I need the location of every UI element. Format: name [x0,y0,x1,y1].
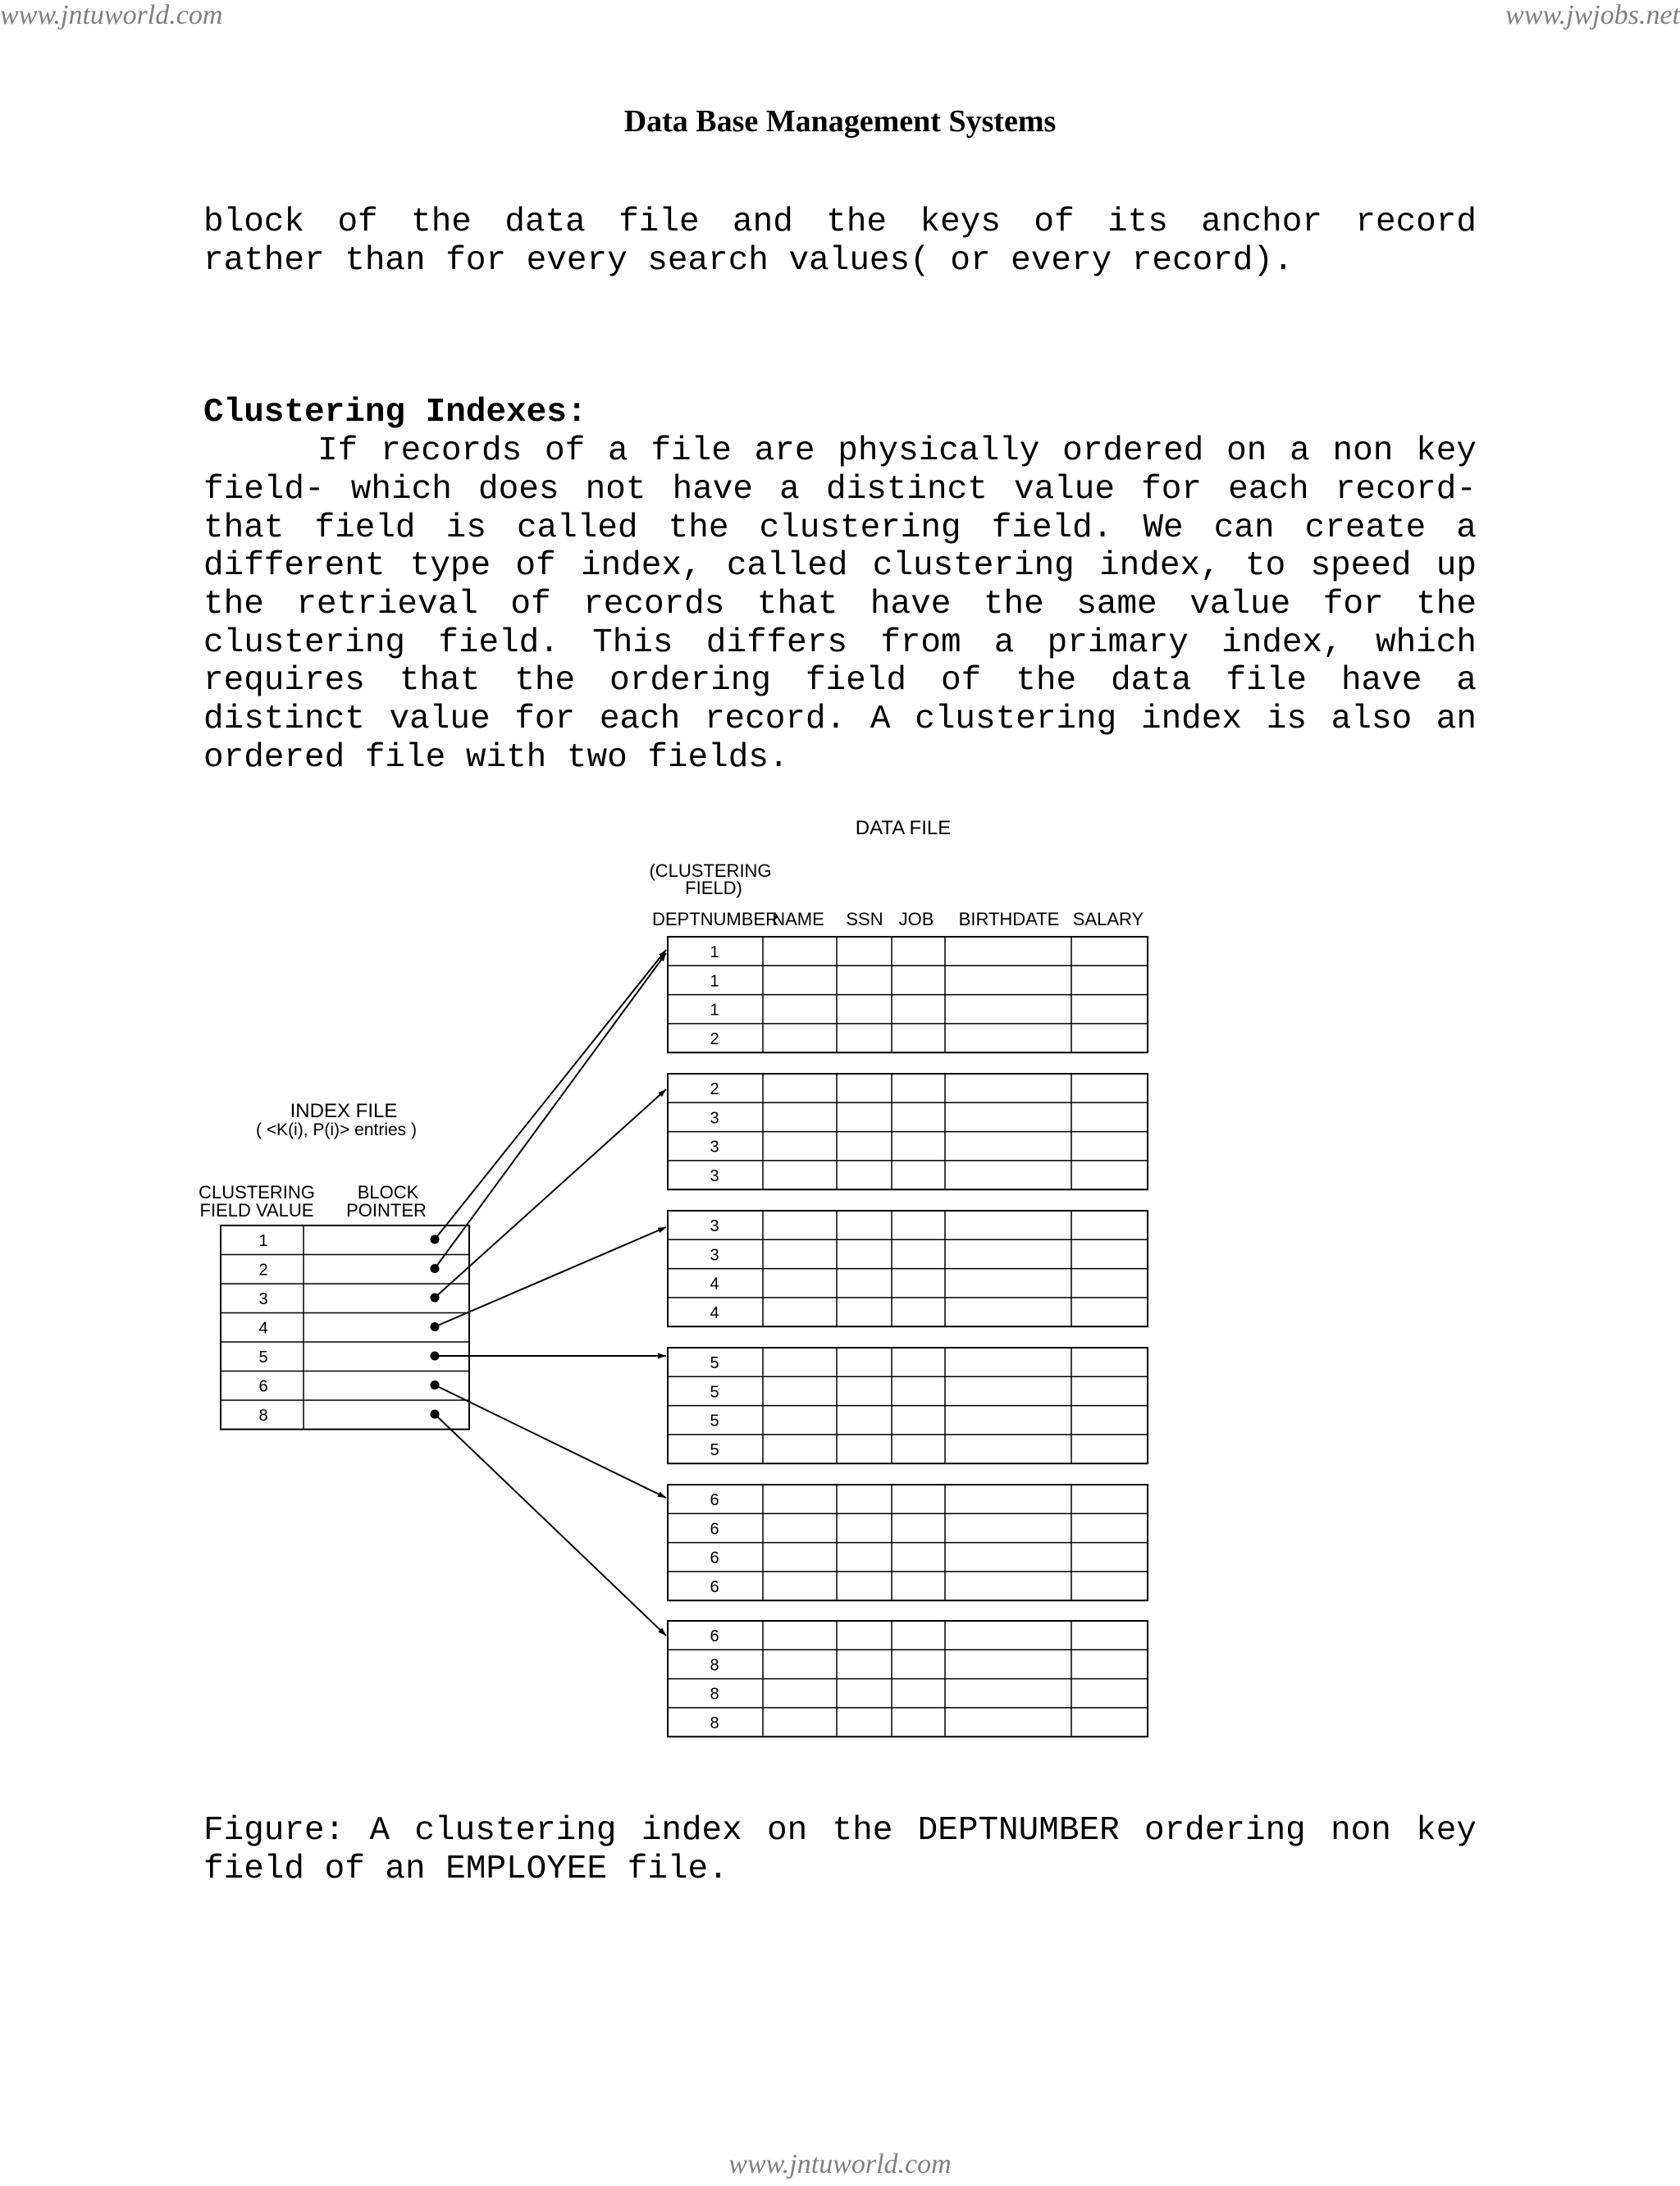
index-field-value: 2 [258,1261,268,1280]
block-pointer-dot [431,1322,440,1331]
deptnumber-cell: 8 [710,1714,719,1732]
index-field-value: 4 [258,1319,268,1338]
block-pointer-dot [431,1352,440,1361]
data-file-column-header: DEPTNUMBER [651,909,779,929]
block-pointer-arrow [435,1385,666,1499]
data-block [668,1211,1148,1326]
block-pointer-dot [431,1381,440,1390]
data-block [668,1074,1148,1189]
watermark-top-left: www.jntuworld.com [0,0,223,30]
data-file-column-header: JOB [898,909,934,929]
block-pointer-arrow [435,953,666,1269]
data-file-column-header: NAME [772,909,824,929]
index-file-subtitle: ( <K(i), P(i)> entries ) [255,1120,418,1139]
watermark-bottom: www.jntuworld.com [728,2149,952,2179]
body-line: distinct value for each record. A clustering index is also an [203,701,1477,738]
block-pointer-arrow [435,1089,666,1298]
deptnumber-cell: 1 [710,972,719,991]
body-line: the retrieval of records that have the same value for the [203,586,1477,623]
deptnumber-cell: 2 [710,1080,719,1098]
watermark-top-right: www.jwjobs.net [1505,0,1680,30]
deptnumber-cell: 1 [710,943,719,961]
index-col2-header: POINTER [346,1200,427,1221]
block-pointer-dot [431,1294,440,1303]
data-block-border [668,1621,1148,1736]
index-field-value: 6 [258,1377,268,1396]
intro-line: block of the data file and the keys of its anchor record [203,203,1477,241]
data-block-border [668,937,1148,1052]
block-pointer-arrow [435,1414,666,1636]
deptnumber-cell: 6 [710,1549,719,1568]
deptnumber-cell: 3 [710,1166,719,1185]
deptnumber-cell: 5 [710,1412,719,1431]
data-block [668,1621,1148,1736]
deptnumber-cell: 3 [710,1246,719,1265]
deptnumber-cell: 8 [710,1685,719,1704]
block-pointer-dot [431,1410,440,1419]
index-col1-header: FIELD VALUE [199,1200,314,1221]
deptnumber-cell: 5 [710,1440,719,1459]
deptnumber-cell: 6 [710,1520,719,1539]
block-pointer-arrow [435,950,666,1239]
body-line: different type of index, called clustering index, to speed up [203,547,1477,585]
deptnumber-cell: 5 [710,1354,719,1372]
deptnumber-cell: 6 [710,1577,719,1596]
index-table-border [221,1225,469,1430]
figure-caption-line: Figure: A clustering index on the DEPTNUMBER ordering non key [203,1812,1477,1850]
deptnumber-cell: 6 [710,1491,719,1509]
index-field-value: 3 [258,1290,268,1308]
index-col1-header: CLUSTERING [199,1182,315,1203]
data-block [668,1348,1148,1463]
data-block-border [668,1348,1148,1463]
data-block [668,937,1148,1052]
deptnumber-cell: 8 [710,1656,719,1675]
page-title: Data Base Management Systems [623,104,1057,139]
data-block [668,1485,1148,1600]
data-file-column-header: SALARY [1072,909,1144,929]
figure-caption-line: field of an EMPLOYEE file. [203,1851,728,1888]
index-field-value: 8 [258,1407,268,1425]
body-line: requires that the ordering field of the data file have a [203,662,1477,700]
data-file-column-header: BIRTHDATE [958,909,1060,929]
body-line: clustering field. This differs from a primary index, which [203,624,1477,662]
section-heading: Clustering Indexes: [203,394,587,431]
body-line: field- which does not have a distinct value for each record- [203,471,1477,509]
deptnumber-cell: 4 [710,1303,719,1322]
index-field-value: 1 [258,1232,268,1250]
body-line: If records of a file are physically ordered on a non key [203,432,1477,470]
deptnumber-cell: 2 [710,1029,719,1048]
deptnumber-cell: 5 [710,1383,719,1402]
data-block-border [668,1074,1148,1189]
data-block-border [668,1211,1148,1326]
data-file-title: DATA FILE [855,817,952,839]
body-line: ordered file with two fields. [203,739,789,777]
intro-line: rather than for every search values( or every record). [203,242,1294,280]
deptnumber-cell: 3 [710,1138,719,1157]
deptnumber-cell: 1 [710,1001,719,1020]
block-pointer-dot [431,1264,440,1273]
data-block-border [668,1485,1148,1600]
clustering-field-label: FIELD) [685,878,742,898]
deptnumber-cell: 3 [710,1109,719,1128]
block-pointer-arrow [435,1227,666,1327]
clustering-field-label: (CLUSTERING [649,860,772,881]
index-field-value: 5 [258,1349,268,1367]
deptnumber-cell: 6 [710,1627,719,1645]
data-file-column-header: SSN [846,909,883,929]
deptnumber-cell: 4 [710,1275,719,1294]
deptnumber-cell: 3 [710,1217,719,1235]
block-pointer-dot [431,1235,440,1244]
index-file-title: INDEX FILE [290,1100,398,1122]
body-line: that field is called the clustering field. We can create a [203,509,1477,547]
index-col2-header: BLOCK [357,1182,419,1203]
